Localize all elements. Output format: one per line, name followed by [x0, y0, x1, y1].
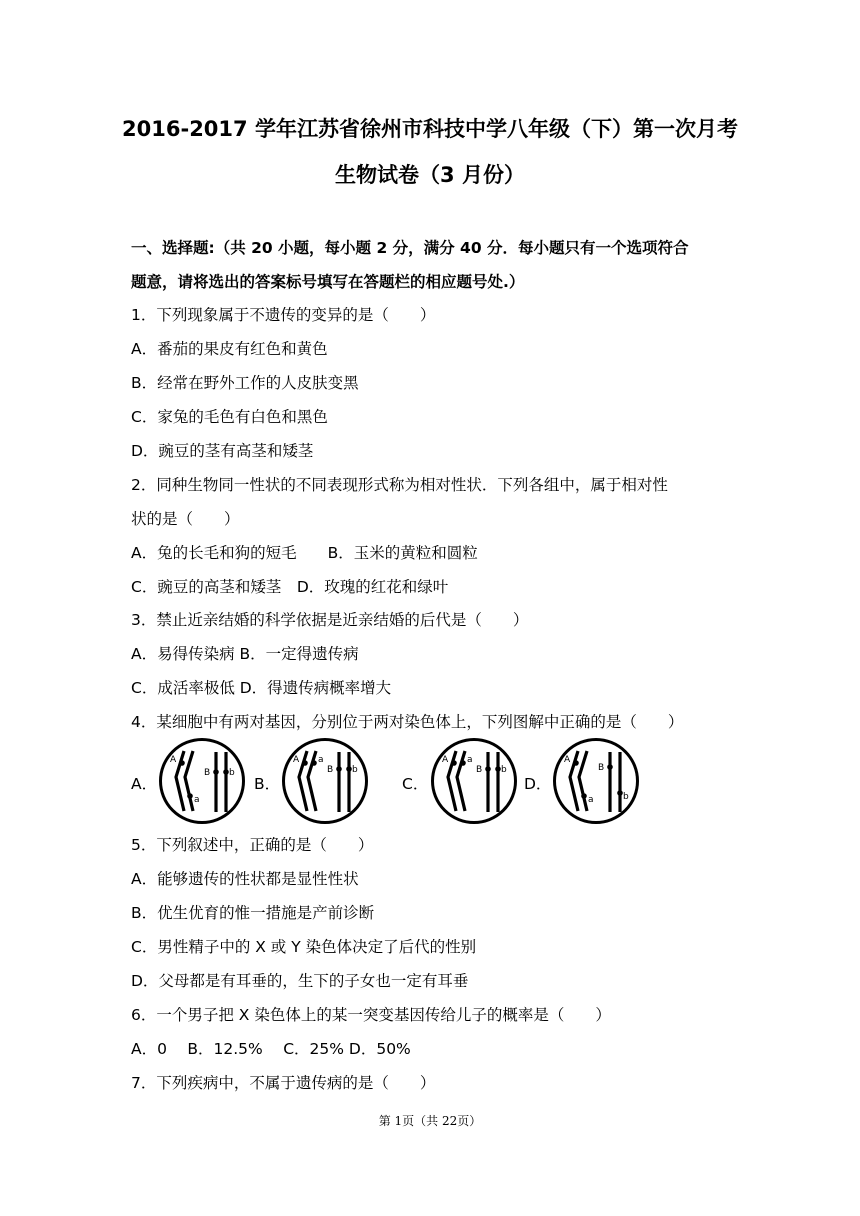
page-title-line1: 2016-2017 学年江苏省徐州市科技中学八年级（下）第一次月考 — [122, 117, 738, 141]
chromosome-figure-options — [131, 737, 751, 825]
option-line: C．豌豆的高茎和矮茎 D．玫瑰的红花和绿叶 — [131, 578, 449, 596]
svg-text:A: A — [170, 755, 177, 765]
figure-option-d-label: D． — [524, 775, 552, 793]
svg-text:A: A — [564, 755, 571, 765]
question-line: 7．下列疾病中，不属于遗传病的是（ ） — [131, 1074, 436, 1092]
question-line: 5．下列叙述中，正确的是（ ） — [131, 836, 374, 854]
svg-text:a: a — [467, 755, 473, 765]
svg-text:A: A — [442, 755, 449, 765]
section-heading-line2: 题意，请将选出的答案标号填写在答题栏的相应题号处.） — [131, 273, 525, 291]
svg-text:b: b — [352, 765, 358, 775]
question-line: 3．禁止近亲结婚的科学依据是近亲结婚的后代是（ ） — [131, 611, 529, 629]
option-line: A．能够遗传的性状都是显性性状 — [131, 870, 359, 888]
option-line: C．成活率极低 D．得遗传病概率增大 — [131, 679, 392, 697]
section-heading-line1: 一、选择题:（共 20 小题，每小题 2 分，满分 40 分．每小题只有一个选项符合 — [131, 239, 689, 257]
page-footer: 第 1页（共 22页） — [378, 1114, 482, 1128]
option-line: B．经常在野外工作的人皮肤变黑 — [131, 374, 359, 392]
chromosome-diagram-d — [552, 737, 640, 825]
question-line: 6．一个男子把 X 染色体上的某一突变基因传给儿子的概率是（ ） — [131, 1006, 611, 1024]
question-line: 1．下列现象属于不遗传的变异的是（ ） — [131, 306, 436, 324]
svg-text:b: b — [501, 765, 507, 775]
svg-text:B: B — [476, 765, 483, 775]
svg-text:A: A — [293, 755, 300, 765]
svg-text:a: a — [318, 755, 324, 765]
option-line: C．男性精子中的 X 或 Y 染色体决定了后代的性别 — [131, 938, 477, 956]
option-line: A．易得传染病 B．一定得遗传病 — [131, 645, 359, 663]
chromosome-diagram-b — [281, 737, 369, 825]
option-line: C．家兔的毛色有白色和黑色 — [131, 408, 328, 426]
option-line: D．豌豆的茎有高茎和矮茎 — [131, 442, 314, 460]
figure-option-c-label: C． — [402, 775, 429, 793]
figure-option-a-label: A． — [131, 775, 158, 793]
svg-text:a: a — [588, 795, 594, 805]
svg-text:B: B — [598, 763, 605, 773]
option-line: A．兔的长毛和狗的短毛 B．玉米的黄粒和圆粒 — [131, 544, 478, 562]
option-line: A．0 B．12.5% C．25% D．50% — [131, 1040, 411, 1058]
page-title-line2: 生物试卷（3 月份） — [335, 163, 525, 187]
chromosome-diagram-a — [158, 737, 246, 825]
question-line: 4．某细胞中有两对基因，分别位于两对染色体上，下列图解中正确的是（ ） — [131, 713, 684, 731]
question-line: 状的是（ ） — [131, 510, 240, 528]
question-line: 2．同种生物同一性状的不同表现形式称为相对性状．下列各组中，属于相对性 — [131, 476, 668, 494]
svg-text:B: B — [204, 768, 211, 778]
svg-text:B: B — [327, 765, 334, 775]
svg-text:b: b — [229, 768, 235, 778]
chromosome-diagram-c — [430, 737, 518, 825]
option-line: A．番茄的果皮有红色和黄色 — [131, 340, 328, 358]
svg-text:b: b — [623, 792, 629, 802]
option-line: D．父母都是有耳垂的，生下的子女也一定有耳垂 — [131, 972, 469, 990]
option-line: B．优生优育的惟一措施是产前诊断 — [131, 904, 375, 922]
svg-text:a: a — [194, 795, 200, 805]
figure-option-b-label: B． — [254, 775, 281, 793]
